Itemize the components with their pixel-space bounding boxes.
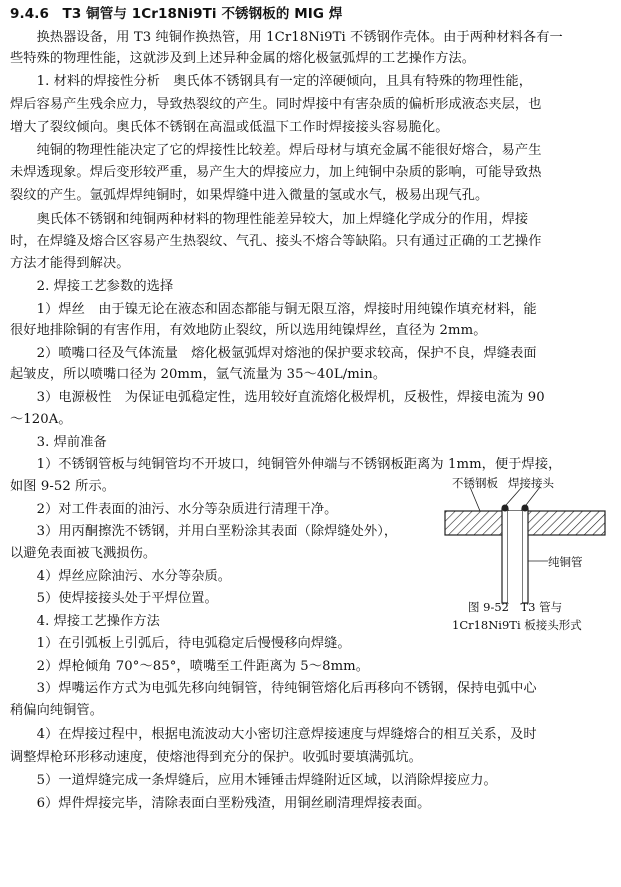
text-line: 3）焊嘴运作方式为电弧先移向纯铜管，待纯铜管熔化后再移向不锈钢，保持电弧中心: [10, 681, 537, 696]
figure-caption-line1: 图 9-52 T3 管与: [468, 600, 563, 614]
text-line: 焊后容易产生残余应力，导致热裂纹的产生。同时焊接中有害杂质的偏析形成液态夹层，也: [10, 97, 542, 112]
text-line: 方法才能得到解决。: [10, 256, 130, 271]
copper-tube-wall-left: [502, 509, 508, 603]
label-weld-joint: 焊接接头: [508, 476, 554, 490]
text-line: 稍偏向纯铜管。: [10, 703, 104, 718]
text-line: 1. 材料的焊接性分析 奥氏体不锈钢具有一定的淬硬倾向，且具有特殊的物理性能，: [10, 74, 532, 89]
text-line: 1）在引弧板上引弧后，待电弧稳定后慢慢移向焊缝。: [10, 636, 351, 651]
label-copper-tube: 纯铜管: [548, 555, 583, 569]
figure-caption-line2: 1Cr18Ni9Ti 板接头形式: [452, 618, 582, 632]
text-line: 4）焊丝应除油污、水分等杂质。: [10, 569, 232, 584]
weld-bead-right: [522, 505, 529, 512]
text-line: 1）焊丝 由于镍无论在液态和固态都能与铜无限互溶，焊接时用纯镍作填充材料，能: [10, 302, 537, 317]
joint-diagram: [440, 475, 615, 605]
text-line: 6）焊件焊接完毕，清除表面白垩粉残渣，用铜丝刷清理焊接表面。: [10, 796, 431, 811]
text-line: 3. 焊前准备: [10, 435, 107, 450]
figure-9-52: [440, 475, 615, 635]
text-line: 2. 焊接工艺参数的选择: [10, 279, 174, 294]
text-line: 以避免表面被飞溅损伤。: [10, 546, 157, 561]
text-line: 2）喷嘴口径及气体流量 熔化极氩弧焊对熔池的保护要求较高，保护不良，焊缝表面: [10, 346, 537, 361]
text-line: 很好地排除铜的有害作用，有效地防止裂纹，所以选用纯镍焊丝，直径为 2mm。: [10, 323, 487, 338]
text-line: 未焊透现象。焊后变形较严重，易产生大的焊接应力，加上纯铜中杂质的影响，可能导致热: [10, 165, 542, 180]
text-line: ～120A。: [10, 412, 72, 427]
text-line: 裂纹的产生。氩弧焊焊纯铜时，如果焊缝中进入微量的氢或水气，极易出现气孔。: [10, 188, 489, 203]
text-line: 5）一道焊缝完成一条焊缝后，应用木锤锤击焊缝附近区域，以消除焊接应力。: [10, 773, 497, 788]
weld-bead-left: [502, 505, 509, 512]
text-line: 调整焊枪环形移动速度，使熔池得到充分的保护。收弧时要填满弧坑。: [10, 750, 422, 765]
text-line: 4. 焊接工艺操作方法: [10, 614, 160, 629]
text-line: 5）使焊接接头处于平焊位置。: [10, 591, 218, 606]
text-line: 时，在焊缝及熔合区容易产生热裂纹、气孔、接头不熔合等缺陷。只有通过正确的工艺操作: [10, 234, 542, 249]
copper-tube-wall-right: [522, 509, 528, 603]
text-line: 奥氏体不锈钢和纯铜两种材料的物理性能差异较大，加上焊缝化学成分的作用，焊接: [10, 212, 529, 227]
text-line: 1）不锈钢管板与纯铜管均不开坡口，纯铜管外伸端与不锈钢板距离为 1mm，便于焊接，: [10, 457, 562, 472]
text-line: 2）焊枪倾角 70°～85°，喷嘴至工件距离为 5～8mm。: [10, 659, 370, 674]
text-line: 3）用丙酮擦洗不锈钢，并用白垩粉涂其表面（除焊缝处外），: [10, 524, 398, 539]
label-stainless-plate: 不锈钢板: [452, 476, 498, 490]
text-line: 3）电源极性 为保证电弧稳定性，选用较好直流熔化极焊机，反极性，焊接电流为 90: [10, 390, 545, 405]
text-line: 如图 9-52 所示。: [10, 479, 116, 494]
section-heading: 9.4.6 T3 铜管与 1Cr18Ni9Ti 不锈钢板的 MIG 焊: [10, 6, 343, 22]
text-line: 些特殊的物理性能，这就涉及到上述异种金属的熔化极氩弧焊的工艺操作方法。: [10, 51, 476, 66]
text-line: 2）对工件表面的油污、水分等杂质进行清理干净。: [10, 502, 338, 517]
text-line: 4）在焊接过程中，根据电流波动大小密切注意焊接速度与焊缝熔合的相互关系，及时: [10, 727, 537, 742]
text-line: 换热器设备，用 T3 纯铜作换热管，用 1Cr18Ni9Ti 不锈钢作壳体。由于两种材料各有一: [10, 30, 563, 45]
text-line: 起皱皮，所以喷嘴口径为 20mm，氩气流量为 35～40L/min。: [10, 367, 387, 382]
text-line: 纯铜的物理性能决定了它的焊接性比较差。焊后母材与填充金属不能很好熔合，易产生: [10, 143, 542, 158]
text-line: 增大了裂纹倾向。奥氏体不锈钢在高温或低温下工作时焊接接头容易脆化。: [10, 120, 449, 135]
